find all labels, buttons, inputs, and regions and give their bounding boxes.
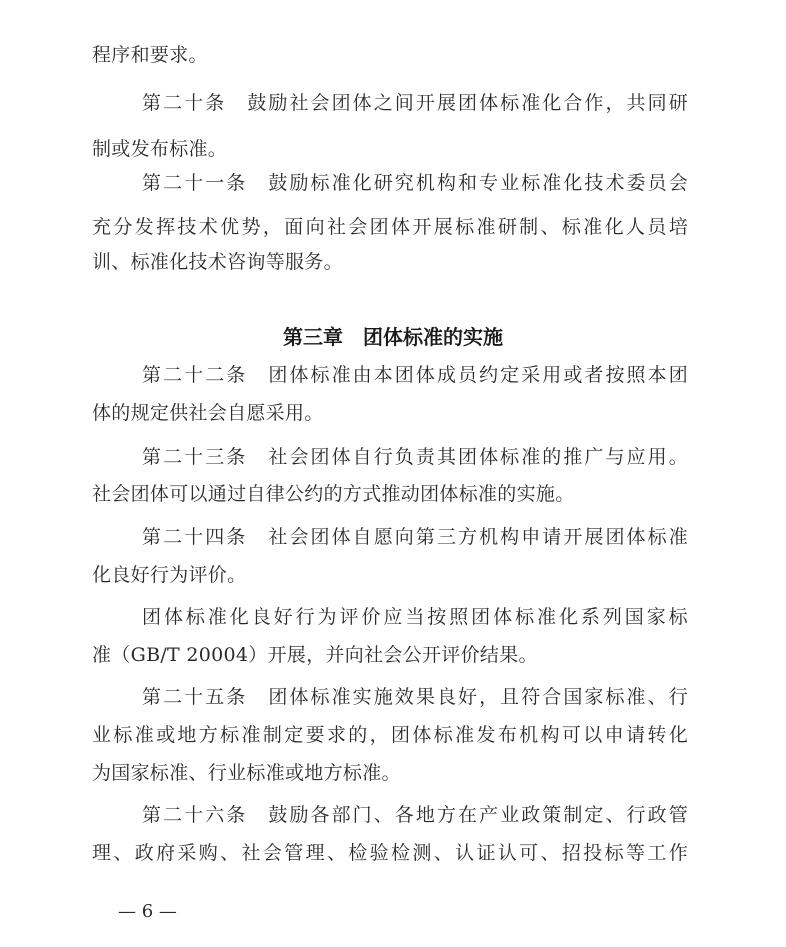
text-line: 准（GB/T 20004）开展，并向社会公开评价结果。 [92, 644, 538, 666]
text-line: 第二十五条 团体标准实施效果良好，且符合国家标准、行 [142, 686, 688, 708]
text-line: 制或发布标准。 [92, 138, 228, 160]
text-line: 程序和要求。 [92, 44, 208, 66]
text-line: 第二十二条 团体标准由本团体成员约定采用或者按照本团 [142, 364, 688, 386]
text-line: 训、标准化技术咨询等服务。 [92, 251, 343, 273]
text-line: 第二十条 鼓励社会团体之间开展团体标准化合作，共同研 [142, 92, 688, 114]
text-line: 充分发挥技术优势，面向社会团体开展标准研制、标准化人员培 [92, 216, 688, 238]
text-line: 第二十四条 社会团体自愿向第三方机构申请开展团体标准 [142, 526, 688, 548]
text-line: 第二十一条 鼓励标准化研究机构和专业标准化技术委员会 [142, 172, 688, 194]
text-line: 理、政府采购、社会管理、检验检测、认证认可、招投标等工作 [92, 842, 688, 864]
chapter-heading: 第三章 团体标准的实施 [283, 325, 503, 349]
text-line: 化良好行为评价。 [92, 564, 247, 586]
text-line: 业标准或地方标准制定要求的，团体标准发布机构可以申请转化 [92, 724, 688, 746]
text-line: 团体标准化良好行为评价应当按照团体标准化系列国家标 [142, 606, 688, 628]
text-line: 第二十六条 鼓励各部门、各地方在产业政策制定、行政管 [142, 804, 688, 826]
text-line: 体的规定供社会自愿采用。 [92, 402, 324, 424]
text-line: 社会团体可以通过自律公约的方式推动团体标准的实施。 [92, 483, 575, 505]
page-number: — 6 — [118, 901, 177, 922]
text-line: 第二十三条 社会团体自行负责其团体标准的推广与应用。 [142, 446, 688, 468]
text-line: 为国家标准、行业标准或地方标准。 [92, 762, 401, 784]
